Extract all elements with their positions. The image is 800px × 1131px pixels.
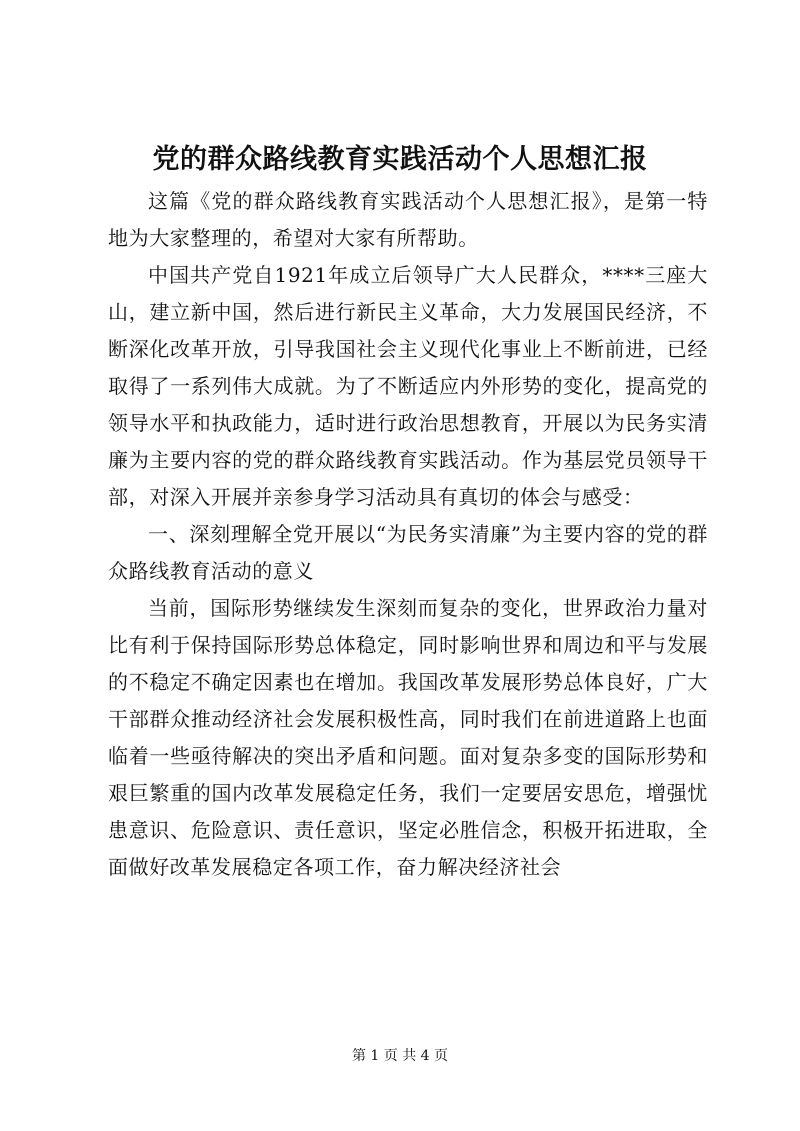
page-footer: 第 1 页 共 4 页 — [351, 1048, 449, 1064]
situation-paragraph: 当前，国际形势继续发生深刻而复杂的变化，世界政治力量对比有利于保持国际形势总体稳定，同时影响世界和周边和平与发展的不稳定不确定因素也在增加。我国改革发展形势总体良好，广大干部群众推动经济社会发展积极性高，同时我们在前进道路上也面临着一些亟待解决的突出矛盾和问题。面对复杂多变的国际形势和艰巨繁重的国内改革发展稳定任务，我们一定要居安思危，增强忧患意识、危险意识、责任意识，坚定必胜信念，积极开拓进取，全面做好改革发展稳定各项工作，奋力解决经济社会 — [108, 596, 708, 879]
document-body — [108, 183, 708, 886]
document-title: 党的群众路线教育实践活动个人思想汇报 — [152, 144, 648, 175]
history-paragraph: 中国共产党自1921年成立后领导广大人民群众，****三座大山，建立新中国，然后进行新民主义革命，大力发展国民经济，不断深化改革开放，引导我国社会主义现代化事业上不断前进，已经取得了一系列伟大成就。为了不断适应内外形势的变化，提高党的领导水平和执政能力，适时进行政治思想教育，开展以为民务实清廉为主要内容的党的群众路线教育实践活动。作为基层党员领导干部，对深入开展并亲参身学习活动具有真切的体会与感受： — [108, 263, 708, 509]
section-heading-1: 一、深刻理解全党开展以“为民务实清廉”为主要内容的党的群众路线教育活动的意义 — [108, 522, 708, 583]
intro-paragraph: 这篇《党的群众路线教育实践活动个人思想汇报》，是第一特地为大家整理的，希望对大家有所帮助。 — [108, 189, 708, 250]
